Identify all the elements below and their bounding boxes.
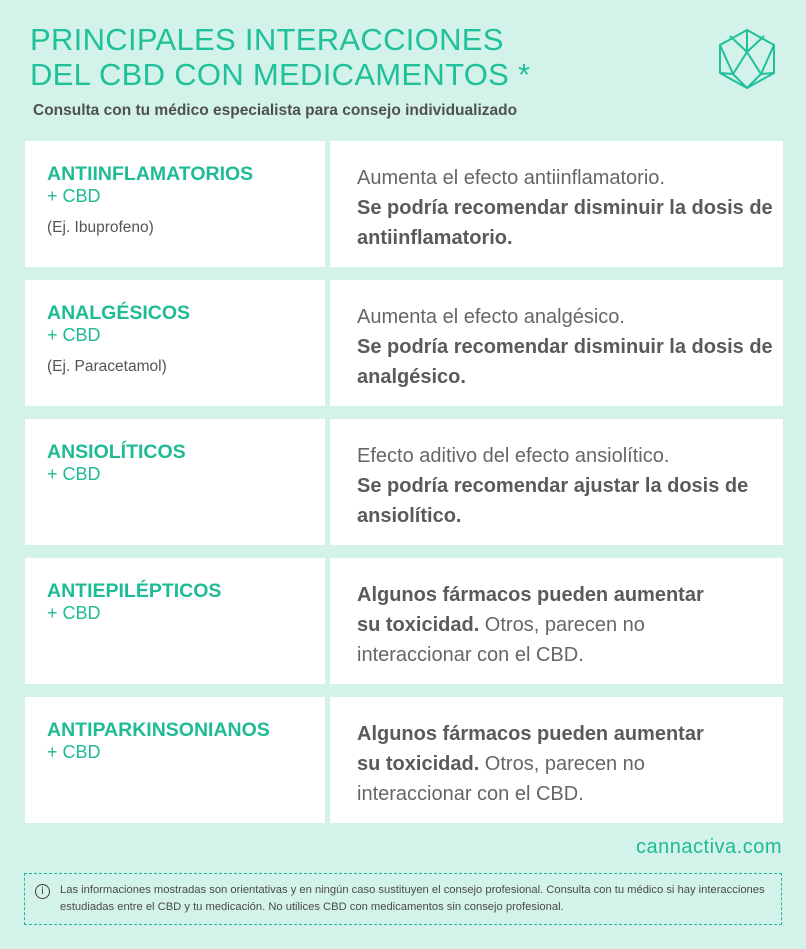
- disclaimer-box: [24, 873, 782, 925]
- disclaimer-text: Las informaciones mostradas son orientativas y en ningún caso sustituyen el consejo profesional. Consulta con tu médico si hay interacciones estudiadas entre el CBD y tu medicación. No utilices CBD con medicamentos sin consejo profesional.: [60, 884, 765, 913]
- effect-intro: Efecto aditivo del efecto ansiolítico.: [357, 445, 670, 467]
- cannactiva-logo-icon: [716, 28, 778, 90]
- drug-plus-cbd: + CBD: [47, 742, 101, 762]
- effect-text: [357, 163, 783, 253]
- effect-note: Otros, parecen no interaccionar con el CBD.: [357, 753, 645, 805]
- drug-name: ANTIPARKINSONIANOS: [47, 719, 270, 741]
- drug-name: ANSIOLÍTICOS: [47, 441, 186, 463]
- effect-recommendation: Se podría recomendar disminuir la dosis de analgésico.: [357, 336, 773, 388]
- effect-intro: Aumenta el efecto analgésico.: [357, 306, 625, 328]
- effect-cell: [330, 280, 783, 406]
- drug-cell: [25, 697, 325, 823]
- effect-cell: [330, 419, 783, 545]
- site-link[interactable]: cannactiva.com: [636, 836, 782, 858]
- effect-text: [357, 441, 783, 531]
- table-row: [25, 280, 783, 406]
- table-row: [25, 558, 783, 684]
- drug-cell: [25, 419, 325, 545]
- effect-recommendation: Se podría recomendar disminuir la dosis de antiinflamatorio.: [357, 197, 773, 249]
- effect-text: [357, 580, 717, 670]
- effect-cell: [330, 558, 783, 684]
- drug-cell: [25, 280, 325, 406]
- drug-plus-cbd: + CBD: [47, 603, 101, 623]
- info-icon: i: [35, 884, 50, 899]
- column-divider: [327, 141, 329, 824]
- page-title: [30, 22, 530, 92]
- effect-recommendation: Se podría recomendar ajustar la dosis de ansiolítico.: [357, 475, 749, 527]
- page-subtitle: Consulta con tu médico especialista para consejo individualizado: [33, 102, 518, 119]
- effect-cell: [330, 141, 783, 267]
- drug-plus-cbd: + CBD: [47, 464, 101, 484]
- effect-text: [357, 302, 783, 392]
- table-row: [25, 141, 783, 267]
- effect-note: Otros, parecen no interaccionar con el CBD.: [357, 614, 645, 666]
- drug-name: ANTIINFLAMATORIOS: [47, 163, 254, 185]
- effect-cell: [330, 697, 783, 823]
- effect-intro: Aumenta el efecto antiinflamatorio.: [357, 167, 665, 189]
- drug-example: (Ej. Paracetamol): [47, 358, 167, 375]
- drug-cell: [25, 558, 325, 684]
- table-row: [25, 697, 783, 823]
- effect-warning: Algunos fármacos pueden aumentar su toxicidad.: [357, 723, 704, 775]
- table-row: [25, 419, 783, 545]
- title-line-2: DEL CBD CON MEDICAMENTOS *: [30, 57, 531, 92]
- drug-plus-cbd: + CBD: [47, 186, 101, 206]
- drug-plus-cbd: + CBD: [47, 325, 101, 345]
- effect-warning: Algunos fármacos pueden aumentar su toxicidad.: [357, 584, 704, 636]
- drug-cell: [25, 141, 325, 267]
- effect-text: [357, 719, 717, 809]
- title-line-1: PRINCIPALES INTERACCIONES: [30, 22, 504, 57]
- drug-example: (Ej. Ibuprofeno): [47, 219, 154, 236]
- drug-name: ANALGÉSICOS: [47, 302, 191, 324]
- drug-name: ANTIEPILÉPTICOS: [47, 580, 222, 602]
